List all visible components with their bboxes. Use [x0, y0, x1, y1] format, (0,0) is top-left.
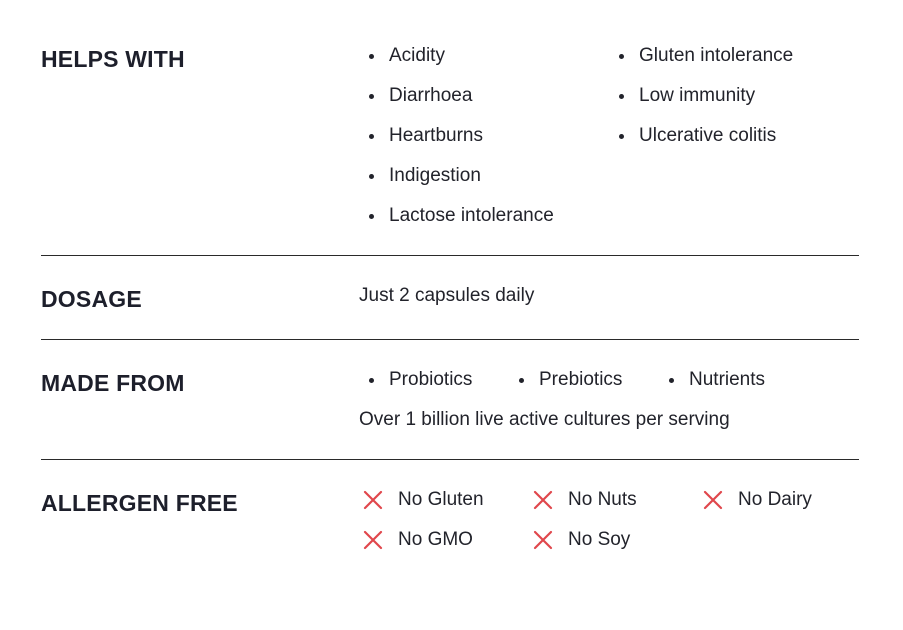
list-item: Heartburns	[359, 116, 554, 156]
ingredient-item: Probiotics	[359, 360, 472, 400]
list-item: Acidity	[359, 36, 554, 76]
ingredient-item: Prebiotics	[509, 360, 622, 400]
helps-with-column-2	[609, 36, 793, 156]
list-item: Indigestion	[359, 156, 554, 196]
x-icon	[533, 490, 553, 510]
dosage-text: Just 2 capsules daily	[359, 285, 535, 306]
helps-with-heading: HELPS WITH	[41, 46, 185, 72]
allergen-label: No GMO	[398, 529, 473, 550]
allergen-label: No Gluten	[398, 489, 484, 510]
made-from-heading: MADE FROM	[41, 370, 185, 396]
allergen-free-heading: ALLERGEN FREE	[41, 490, 238, 516]
allergen-label: No Nuts	[568, 489, 637, 510]
x-icon	[703, 490, 723, 510]
allergen-label: No Soy	[568, 529, 631, 550]
cultures-note: Over 1 billion live active cultures per serving	[359, 409, 730, 430]
x-icon	[363, 530, 383, 550]
x-icon	[533, 530, 553, 550]
dosage-section	[41, 276, 859, 316]
helps-with-column-1	[359, 36, 554, 236]
list-item: Gluten intolerance	[609, 36, 793, 76]
divider	[41, 255, 859, 256]
divider	[41, 339, 859, 340]
divider	[41, 459, 859, 460]
helps-with-section	[41, 36, 859, 236]
made-from-section	[41, 360, 859, 440]
ingredient-item: Nutrients	[659, 360, 765, 400]
list-item: Low immunity	[609, 76, 793, 116]
dosage-heading: DOSAGE	[41, 286, 142, 312]
list-item: Diarrhoea	[359, 76, 554, 116]
list-item: Ulcerative colitis	[609, 116, 793, 156]
allergen-free-section	[41, 480, 859, 560]
x-icon	[363, 490, 383, 510]
allergen-label: No Dairy	[738, 489, 812, 510]
list-item: Lactose intolerance	[359, 196, 554, 236]
